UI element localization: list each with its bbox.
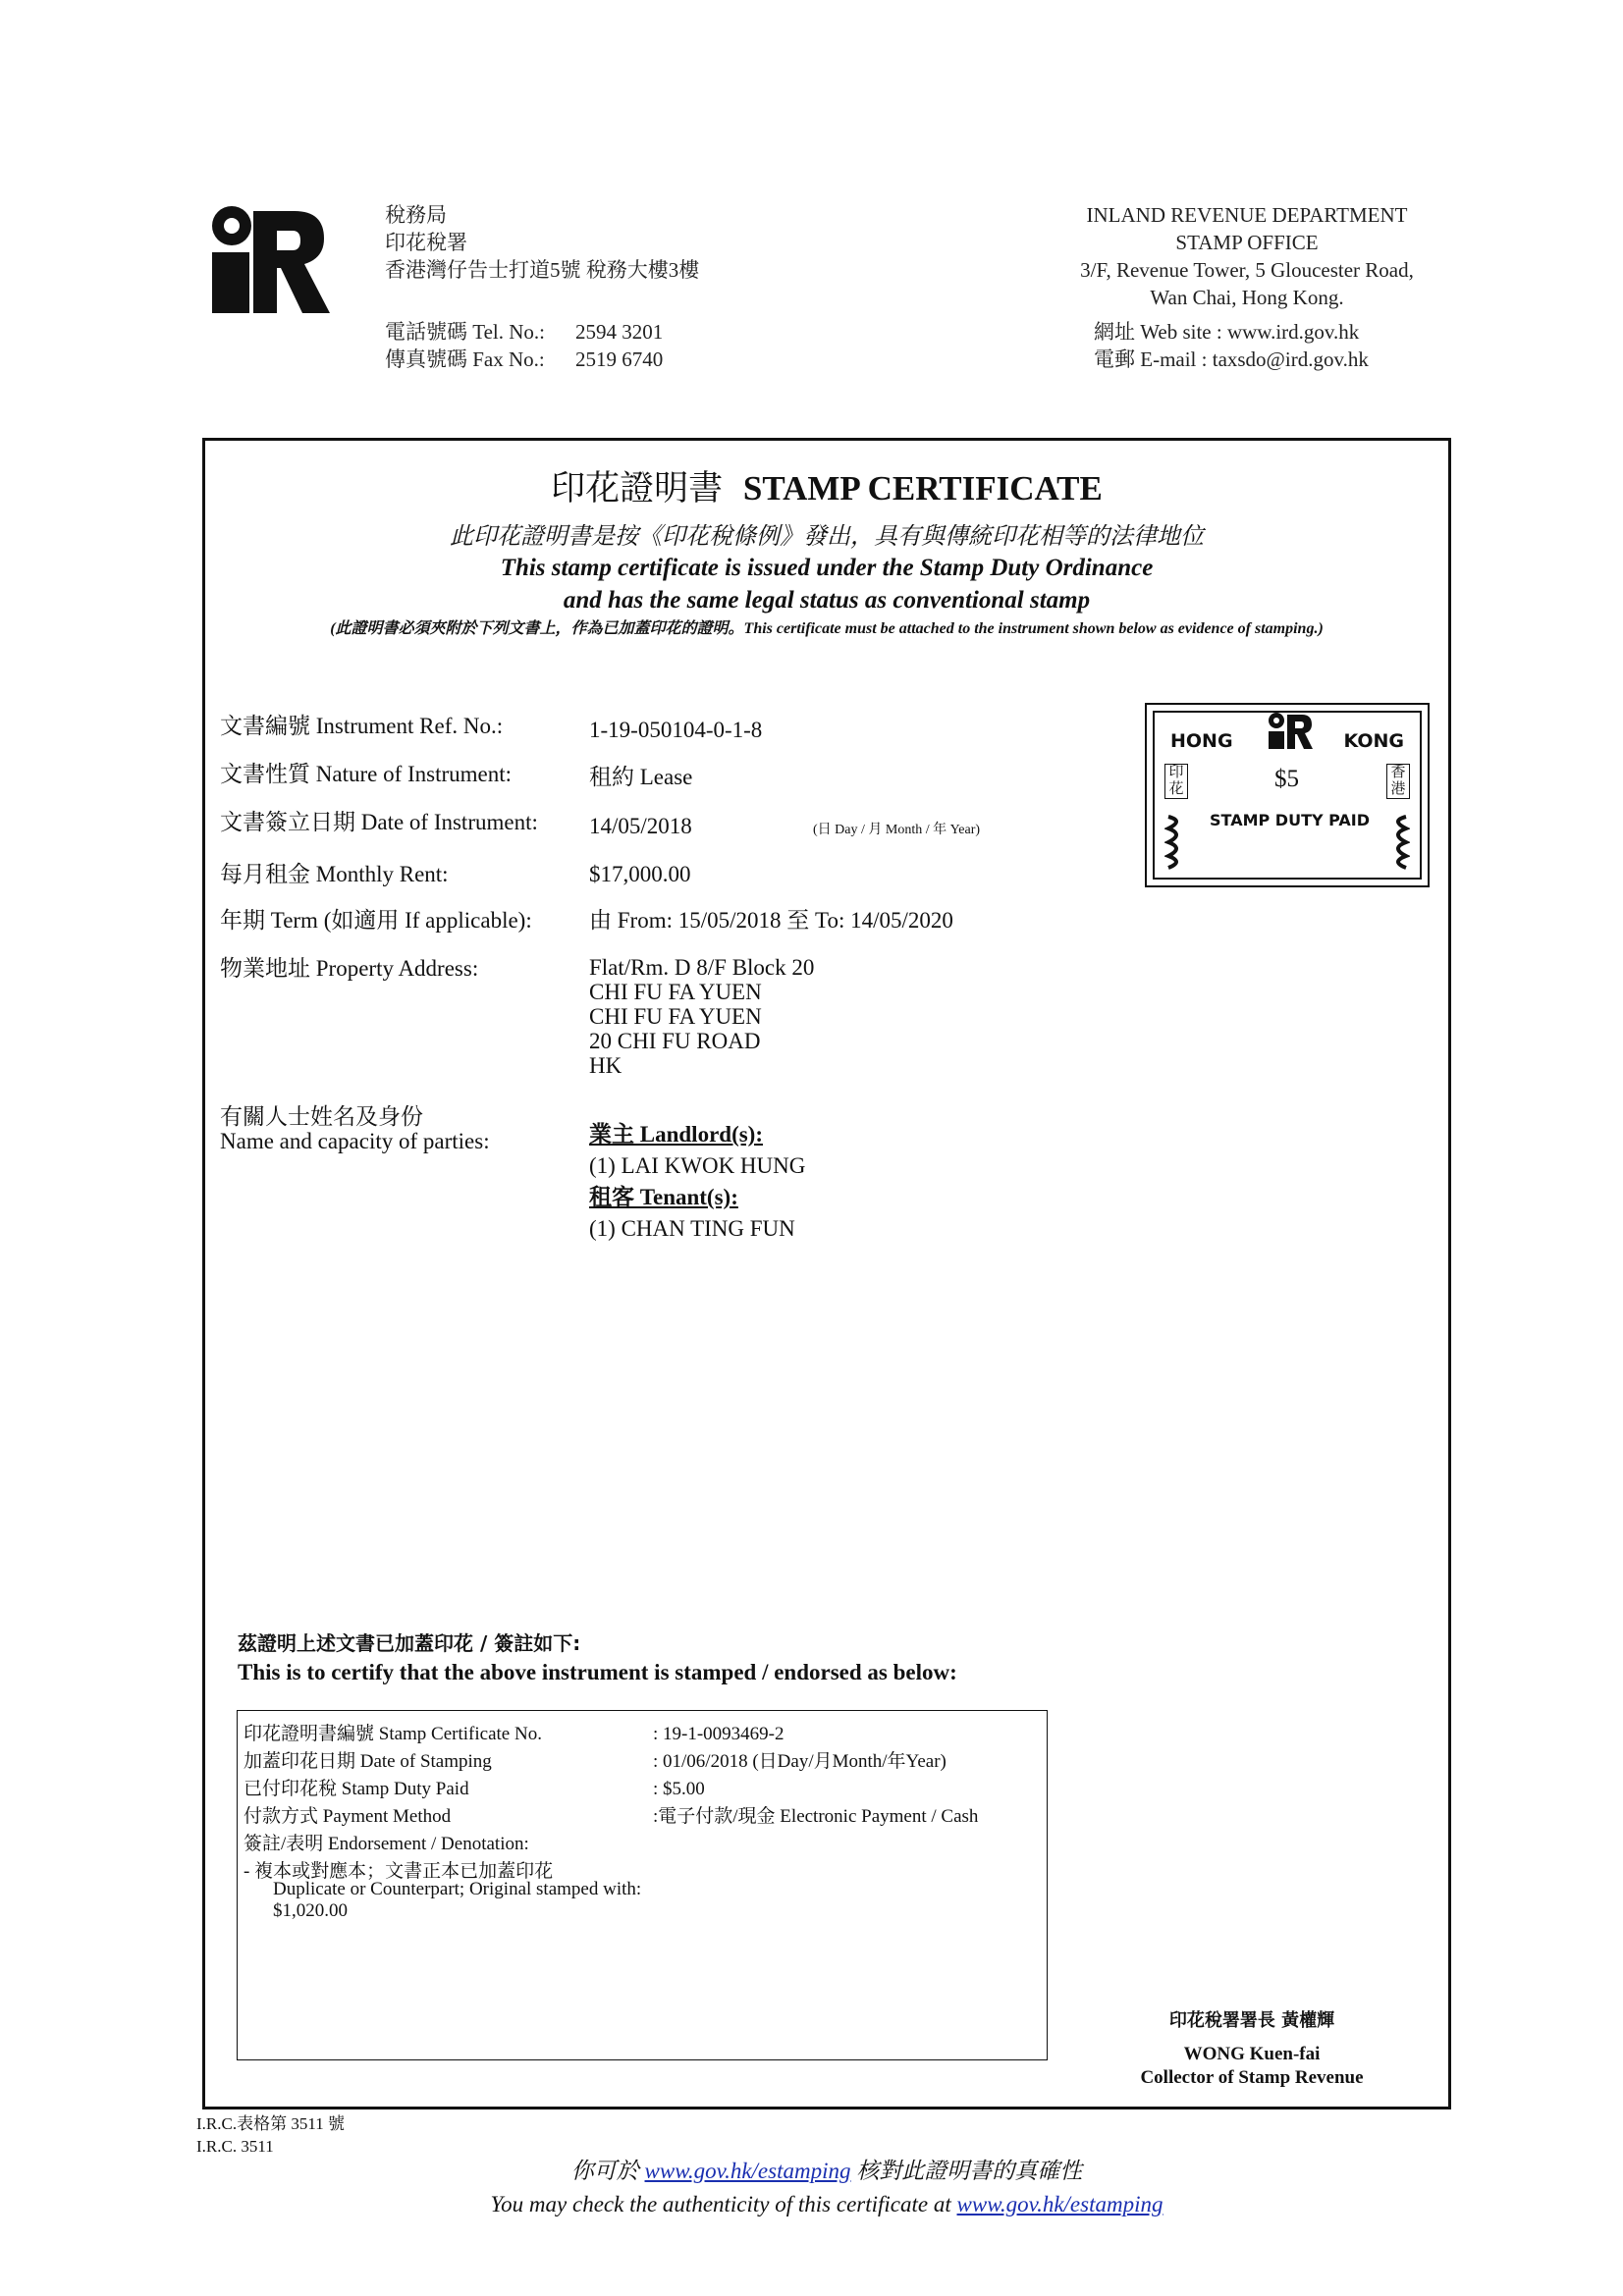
header-left-address [385, 201, 699, 284]
nature-label: 文書性質 Nature of Instrument: [220, 762, 513, 786]
endorse-line-en: Duplicate or Counterpart; Original stamped with: [273, 1879, 642, 1899]
stamp-date-value: : 01/06/2018 (日Day/月Month/年Year) [653, 1751, 947, 1772]
certificate-title [202, 461, 1451, 510]
stamp-date-label: 加蓋印花日期 Date of Stamping [243, 1751, 492, 1772]
header-left-line: 香港灣仔告士打道5號 稅務大樓3樓 [385, 258, 700, 282]
title-en: STAMP CERTIFICATE [742, 469, 1103, 507]
header-right-line: INLAND REVENUE DEPARTMENT [1086, 203, 1408, 227]
footer-zh-pre: 你可於 [570, 2159, 639, 2183]
stamp-duty-paid-text: STAMP DUTY PAID [1210, 811, 1371, 829]
landlord-heading: 業主 Landlord(s): [589, 1122, 763, 1147]
stamp-duty-paid-stamp [1145, 703, 1430, 887]
footer-en [202, 2189, 1451, 2220]
date-format-hint: (日 Day / 月 Month / 年 Year) [813, 823, 981, 837]
payment-label: 付款方式 Payment Method [243, 1806, 452, 1827]
term-label: 年期 Term (如適用 If applicable): [220, 908, 532, 933]
certify-zh: 茲證明上述文書已加蓋印花 / 簽註如下: [238, 1631, 581, 1655]
header-left-line: 稅務局 [385, 203, 447, 227]
stamp-left-ornament-icon [1164, 813, 1188, 870]
cert-no-value: : 19-1-0093469-2 [653, 1724, 784, 1744]
endorse-label: 簽註/表明 Endorsement / Denotation: [243, 1834, 529, 1854]
subtitle-en-2: and has the same legal status as conventional stamp [563, 587, 1091, 614]
endorse-amount: $1,020.00 [273, 1900, 348, 1921]
header-web: 網址 Web site : www.ird.gov.hk [1094, 320, 1360, 344]
address-line: Flat/Rm. D 8/F Block 20 [589, 955, 815, 980]
parties-label-zh: 有關人士姓名及身份 [220, 1104, 423, 1129]
payment-value: :電子付款/現金 Electronic Payment / Cash [653, 1806, 979, 1827]
landlord-entry: (1) LAI KWOK HUNG [589, 1153, 806, 1178]
ref-value: 1-19-050104-0-1-8 [589, 718, 763, 742]
rent-value: $17,000.00 [589, 862, 691, 886]
header-right-line: 3/F, Revenue Tower, 5 Gloucester Road, [1080, 258, 1414, 282]
footer-zh-post: 核對此證明書的真確性 [856, 2159, 1083, 2183]
header-right-line: Wan Chai, Hong Kong. [1150, 286, 1344, 309]
tenant-entry: (1) CHAN TING FUN [589, 1216, 795, 1241]
stamp-right-chars: 香港 [1386, 764, 1410, 799]
cert-no-label: 印花證明書編號 Stamp Certificate No. [243, 1724, 542, 1744]
ref-label: 文書編號 Instrument Ref. No.: [220, 714, 504, 738]
address-label: 物業地址 Property Address: [220, 956, 479, 981]
header-fax-value: 2519 6740 [575, 347, 664, 371]
address-block [589, 955, 814, 1078]
collector-title-en: Collector of Stamp Revenue [1140, 2067, 1364, 2088]
duty-value: : $5.00 [653, 1779, 705, 1799]
duty-label: 已付印花稅 Stamp Duty Paid [243, 1779, 469, 1799]
footer-en-link[interactable]: www.gov.hk/estamping [956, 2192, 1163, 2216]
header-left-line: 印花稅署 [385, 231, 467, 254]
attachment-note: (此證明書必須夾附於下列文書上，作為已加蓋印花的證明。This certificate must be attached to the instrument shown below as evidence of stamping.) [330, 620, 1324, 637]
header-tel-value: 2594 3201 [575, 320, 664, 344]
collector-title-zh: 印花稅署署長 黃權輝 [1168, 2010, 1335, 2031]
certify-en: This is to certify that the above instrument is stamped / endorsed as below: [238, 1660, 957, 1684]
header-tel-label: 電話號碼 Tel. No.: [385, 320, 546, 344]
form-number-en: I.R.C. 3511 [196, 2137, 274, 2156]
stamp-right-ornament-icon [1386, 813, 1410, 870]
term-value: 由 From: 15/05/2018 至 To: 14/05/2020 [589, 908, 953, 933]
parties-block [589, 1119, 805, 1245]
address-line: 20 CHI FU ROAD [589, 1029, 761, 1053]
stamp-hong: HONG [1170, 730, 1233, 752]
subtitle-en-1: This stamp certificate is issued under the Stamp Duty Ordinance [500, 555, 1154, 581]
rent-label: 每月租金 Monthly Rent: [220, 862, 449, 886]
stamp-inner-border [1153, 711, 1422, 880]
parties-label-en: Name and capacity of parties: [220, 1129, 490, 1153]
header-right-address [1011, 201, 1483, 311]
date-label: 文書簽立日期 Date of Instrument: [220, 810, 538, 834]
nature-value: 租約 Lease [589, 765, 693, 789]
footer-en-pre: You may check the authenticity of this certificate at [490, 2192, 951, 2216]
header-right-line: STAMP OFFICE [1175, 231, 1319, 254]
footer-zh [202, 2156, 1451, 2187]
address-line: CHI FU FA YUEN [589, 980, 762, 1004]
stamp-left-chars: 印花 [1164, 764, 1188, 799]
form-number [196, 2112, 345, 2158]
ird-logo-graphic [208, 201, 331, 314]
parties-label [220, 1104, 490, 1153]
header-email: 電郵 E-mail : taxsdo@ird.gov.hk [1094, 347, 1369, 371]
collector-name: WONG Kuen-fai [1183, 2044, 1321, 2064]
title-zh: 印花證明書 [551, 469, 724, 507]
header-fax-label: 傳真號碼 Fax No.: [385, 347, 545, 371]
stamp-kong: KONG [1343, 730, 1404, 752]
footer-zh-link[interactable]: www.gov.hk/estamping [644, 2159, 851, 2183]
date-value: 14/05/2018 [589, 814, 692, 838]
stamp-amount: $5 [1274, 766, 1299, 792]
address-line: HK [589, 1053, 622, 1078]
tenant-heading: 租客 Tenant(s): [589, 1185, 738, 1209]
subtitle-zh: 此印花證明書是按《印花稅條例》發出，具有與傳統印花相等的法律地位 [450, 524, 1204, 550]
address-line: CHI FU FA YUEN [589, 1004, 762, 1029]
form-number-zh: I.R.C.表格第 3511 號 [196, 2114, 345, 2133]
endorse-line-zh: - 複本或對應本；文書正本已加蓋印花 [243, 1861, 554, 1882]
stamp-ir-icon [1267, 711, 1314, 750]
ird-logo [208, 201, 331, 314]
